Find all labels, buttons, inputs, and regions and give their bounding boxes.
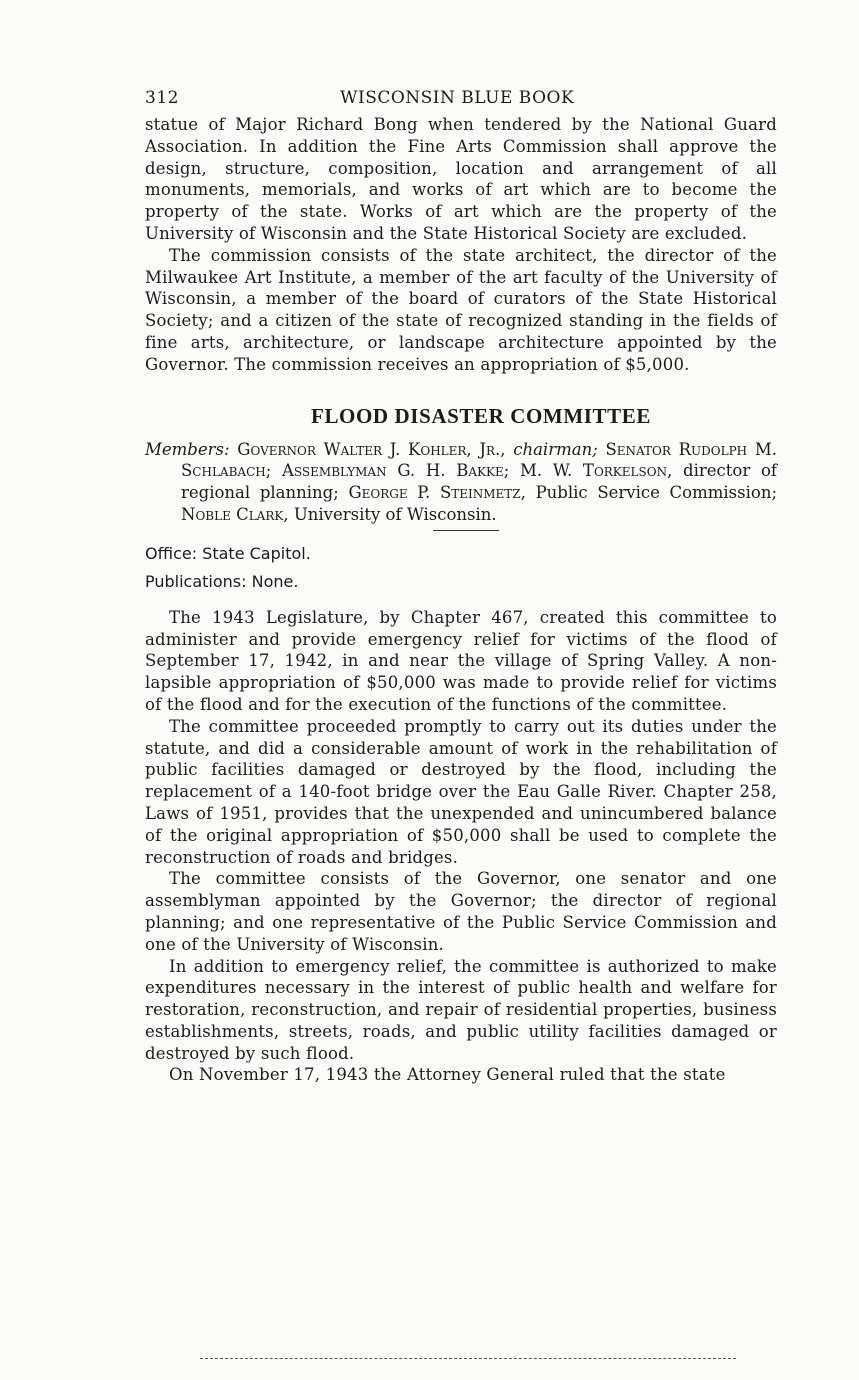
member-text-run: director of regional planning; <box>181 461 777 503</box>
member-text-run: Senator Rudolph M. Schlabach; <box>181 439 777 481</box>
footer-dashes <box>200 1358 736 1359</box>
running-head <box>145 88 777 114</box>
paragraph-legislature: The 1943 Legislature, by Chapter 467, created this committee to administer and provide emergency relief for victims of the flood of September 17, 1942, in and near the village of Spring Valley. A non-lapsible appropriation of $50,000 was made to provide relief for victims of the flood and for the execution of the functions of the committee. <box>145 607 777 714</box>
member-text-run: Assemblyman G. H. Bakke; <box>271 461 510 481</box>
member-text-run: University of Wisconsin. <box>288 504 497 524</box>
separator <box>145 530 777 531</box>
paragraph-attorney-general: On November 17, 1943 the Attorney General ruled that the state <box>169 1065 726 1085</box>
member-text-run: Governor Walter J. Kohler, Jr., <box>237 439 506 459</box>
members-names <box>181 440 777 524</box>
publications-line: Publications: None. <box>145 571 299 591</box>
member-text-run: M. W. Torkelson, <box>509 461 673 481</box>
paragraph-duties: The committee proceeded promptly to carry out its duties under the statute, and did a considerable amount of work in the rehabilitation of public facilities damaged or destroyed by the flood, including the replacement of a 140-foot bridge over the Eau Galle River. Chapter 258, Laws of 1951, provides that the unexpended and unincumbered balance of the original appropriation of $50,000 shall be used to complete the reconstruction of roads and bridges. <box>145 716 777 867</box>
member-text-run: Noble Clark, <box>181 504 289 524</box>
paragraph-commission: The commission consists of the state architect, the director of the Milwaukee Art Institute, a member of the art faculty of the University of Wisconsin, a member of the board of curators of the State Historical Society; and a citizen of the state of recognized standing in the fields of fine arts, architecture, or landscape architecture appointed by the Governor. The commission receives an appropriation of $5,000. <box>145 245 777 374</box>
page <box>145 88 777 1086</box>
office-line: Office: State Capitol. <box>145 543 311 563</box>
running-title: WISCONSIN BLUE BOOK <box>340 88 575 108</box>
paragraph-authority: In addition to emergency relief, the committee is authorized to make expenditures necessary in the interest of public health and welfare for restoration, reconstruction, and repair of residential properties, business establishments, streets, roads, and public utility facilities damaged or destroyed by such flood. <box>145 956 777 1063</box>
member-text-run: Public Service Commission; <box>525 483 778 503</box>
page-number: 312 <box>145 88 179 108</box>
paragraph-continued: statue of Major Richard Bong when tendered by the National Guard Association. In addition the Fine Arts Commission shall approve the design, structure, composition, location and arrangement of all monuments, memorials, and works of art which are to become the property of the state. Works of art which are the property of the University of Wisconsin and the State Historical Society are excluded. <box>145 115 777 243</box>
members-list <box>145 439 777 526</box>
members-label: Members: <box>145 439 230 459</box>
section-heading: FLOOD DISASTER COMMITTEE <box>311 403 651 428</box>
paragraph-composition: The committee consists of the Governor, one senator and one assemblyman appointed by the Governor; the director of regional planning; and one representative of the Public Service Commission and one of the University of Wisconsin. <box>145 869 777 954</box>
member-text-run: chairman; <box>505 439 598 459</box>
member-text-run: George P. Steinmetz, <box>338 483 526 503</box>
